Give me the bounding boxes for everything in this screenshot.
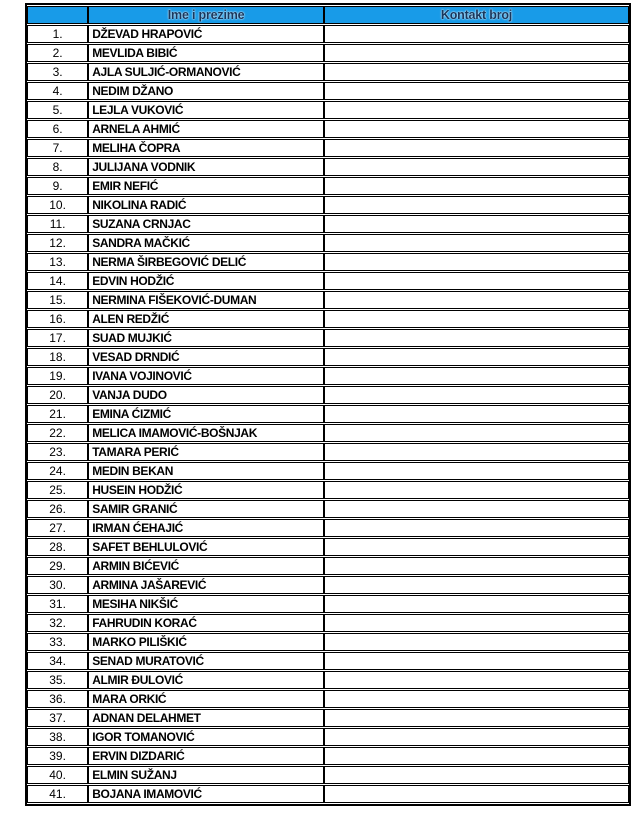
table-row [27,405,629,423]
row-number: 16. [27,310,88,328]
row-number: 19. [27,367,88,385]
contact-number [324,101,629,119]
person-name: MARA ORKIĆ [88,690,324,708]
row-number: 39. [27,747,88,765]
table-row [27,291,629,309]
person-name: ARNELA AHMIĆ [88,120,324,138]
person-name: AJLA SULJIĆ-ORMANOVIĆ [88,63,324,81]
contact-number [324,120,629,138]
table-row [27,481,629,499]
row-number: 41. [27,785,88,803]
row-number: 38. [27,728,88,746]
person-name: ARMINA JAŠAREVIĆ [88,576,324,594]
contact-number [324,462,629,480]
row-number: 11. [27,215,88,233]
row-number: 22. [27,424,88,442]
row-number: 30. [27,576,88,594]
person-name: JULIJANA VODNIK [88,158,324,176]
contact-number [324,671,629,689]
table-body [27,25,629,803]
person-name: ERVIN DIZDARIĆ [88,747,324,765]
row-number: 32. [27,614,88,632]
person-name: ALMIR ĐULOVIĆ [88,671,324,689]
table-header [27,6,629,24]
table-row [27,519,629,537]
person-name: NIKOLINA RADIĆ [88,196,324,214]
contact-number [324,386,629,404]
table-row [27,120,629,138]
table-row [27,766,629,784]
person-name: MESIHA NIKŠIĆ [88,595,324,613]
table-row [27,348,629,366]
contact-number [324,500,629,518]
contact-number [324,747,629,765]
person-name: FAHRUDIN KORAĆ [88,614,324,632]
person-name: SANDRA MAČKIĆ [88,234,324,252]
person-name: VANJA DUDO [88,386,324,404]
table-row [27,386,629,404]
row-number: 24. [27,462,88,480]
person-name: BOJANA IMAMOVIĆ [88,785,324,803]
row-number: 29. [27,557,88,575]
row-number: 4. [27,82,88,100]
person-name: SUZANA CRNJAC [88,215,324,233]
table-row [27,785,629,803]
row-number: 5. [27,101,88,119]
contact-number [324,234,629,252]
table-row [27,500,629,518]
header-cell-contact: Kontakt broj [324,6,629,24]
contact-number [324,63,629,81]
row-number: 13. [27,253,88,271]
person-name: ADNAN DELAHMET [88,709,324,727]
table-row [27,671,629,689]
contact-number [324,82,629,100]
table-row [27,139,629,157]
contact-number [324,614,629,632]
person-name: MELICA IMAMOVIĆ-BOŠNJAK [88,424,324,442]
contact-number [324,215,629,233]
table-row [27,272,629,290]
person-name: SAFET BEHLULOVIĆ [88,538,324,556]
contact-number [324,177,629,195]
table-row [27,44,629,62]
contact-number [324,538,629,556]
person-name: ALEN REDŽIĆ [88,310,324,328]
table-row [27,614,629,632]
row-number: 14. [27,272,88,290]
row-number: 10. [27,196,88,214]
header-cell-name: Ime i prezime [88,6,324,24]
contact-number [324,557,629,575]
table-row [27,25,629,43]
person-name: IGOR TOMANOVIĆ [88,728,324,746]
table-row [27,576,629,594]
contact-number [324,424,629,442]
header-cell-number [27,6,88,24]
row-number: 25. [27,481,88,499]
person-name: MEDIN BEKAN [88,462,324,480]
table-row [27,633,629,651]
person-name: DŽEVAD HRAPOVIĆ [88,25,324,43]
contact-number [324,272,629,290]
person-name: NERMINA FIŠEKOVIĆ-DUMAN [88,291,324,309]
row-number: 9. [27,177,88,195]
row-number: 20. [27,386,88,404]
person-name: SAMIR GRANIĆ [88,500,324,518]
contact-number [324,443,629,461]
row-number: 15. [27,291,88,309]
row-number: 17. [27,329,88,347]
contact-number [324,139,629,157]
contact-number [324,652,629,670]
contact-number [324,595,629,613]
row-number: 2. [27,44,88,62]
row-number: 34. [27,652,88,670]
person-name: MEVLIDA BIBIĆ [88,44,324,62]
table-row [27,215,629,233]
contact-number [324,576,629,594]
contact-number [324,158,629,176]
row-number: 33. [27,633,88,651]
person-name: HUSEIN HODŽIĆ [88,481,324,499]
row-number: 40. [27,766,88,784]
table-row [27,101,629,119]
person-name: EMINA ĆIZMIĆ [88,405,324,423]
contact-number [324,728,629,746]
row-number: 36. [27,690,88,708]
table-row [27,557,629,575]
row-number: 3. [27,63,88,81]
person-name: SUAD MUJKIĆ [88,329,324,347]
header-row [27,6,629,24]
person-name: MARKO PILIŠKIĆ [88,633,324,651]
person-name: IRMAN ĆEHAJIĆ [88,519,324,537]
table-row [27,424,629,442]
table-row [27,253,629,271]
contact-number [324,766,629,784]
table-row [27,709,629,727]
row-number: 8. [27,158,88,176]
row-number: 28. [27,538,88,556]
person-name: TAMARA PERIĆ [88,443,324,461]
contact-number [324,253,629,271]
table-row [27,196,629,214]
table-row [27,690,629,708]
row-number: 27. [27,519,88,537]
row-number: 7. [27,139,88,157]
table-row [27,747,629,765]
table-row [27,652,629,670]
contact-number [324,310,629,328]
person-name: SENAD MURATOVIĆ [88,652,324,670]
contact-number [324,291,629,309]
contact-number [324,25,629,43]
row-number: 18. [27,348,88,366]
person-name: ELMIN SUŽANJ [88,766,324,784]
person-name: IVANA VOJINOVIĆ [88,367,324,385]
row-number: 1. [27,25,88,43]
contact-number [324,481,629,499]
contact-number [324,690,629,708]
contact-number [324,405,629,423]
row-number: 35. [27,671,88,689]
person-name: EDVIN HODŽIĆ [88,272,324,290]
table-row [27,329,629,347]
row-number: 31. [27,595,88,613]
contact-list-table [25,3,631,806]
table-row [27,443,629,461]
row-number: 6. [27,120,88,138]
contact-number [324,367,629,385]
table-row [27,367,629,385]
contact-number [324,519,629,537]
row-number: 23. [27,443,88,461]
person-name: ARMIN BIĆEVIĆ [88,557,324,575]
table-row [27,462,629,480]
row-number: 37. [27,709,88,727]
person-name: NERMA ŠIRBEGOVIĆ DELIĆ [88,253,324,271]
person-name: MELIHA ČOPRA [88,139,324,157]
table-row [27,63,629,81]
contact-number [324,329,629,347]
row-number: 26. [27,500,88,518]
row-number: 21. [27,405,88,423]
contact-number [324,348,629,366]
person-name: EMIR NEFIĆ [88,177,324,195]
table-row [27,177,629,195]
table-row [27,595,629,613]
contact-number [324,196,629,214]
table-row [27,158,629,176]
contact-number [324,633,629,651]
table-row [27,234,629,252]
person-name: NEDIM DŽANO [88,82,324,100]
table-row [27,728,629,746]
table-row [27,82,629,100]
table-row [27,538,629,556]
person-name: LEJLA VUKOVIĆ [88,101,324,119]
contact-number [324,785,629,803]
contact-number [324,709,629,727]
person-name: VESAD DRNDIĆ [88,348,324,366]
table-row [27,310,629,328]
row-number: 12. [27,234,88,252]
contact-number [324,44,629,62]
